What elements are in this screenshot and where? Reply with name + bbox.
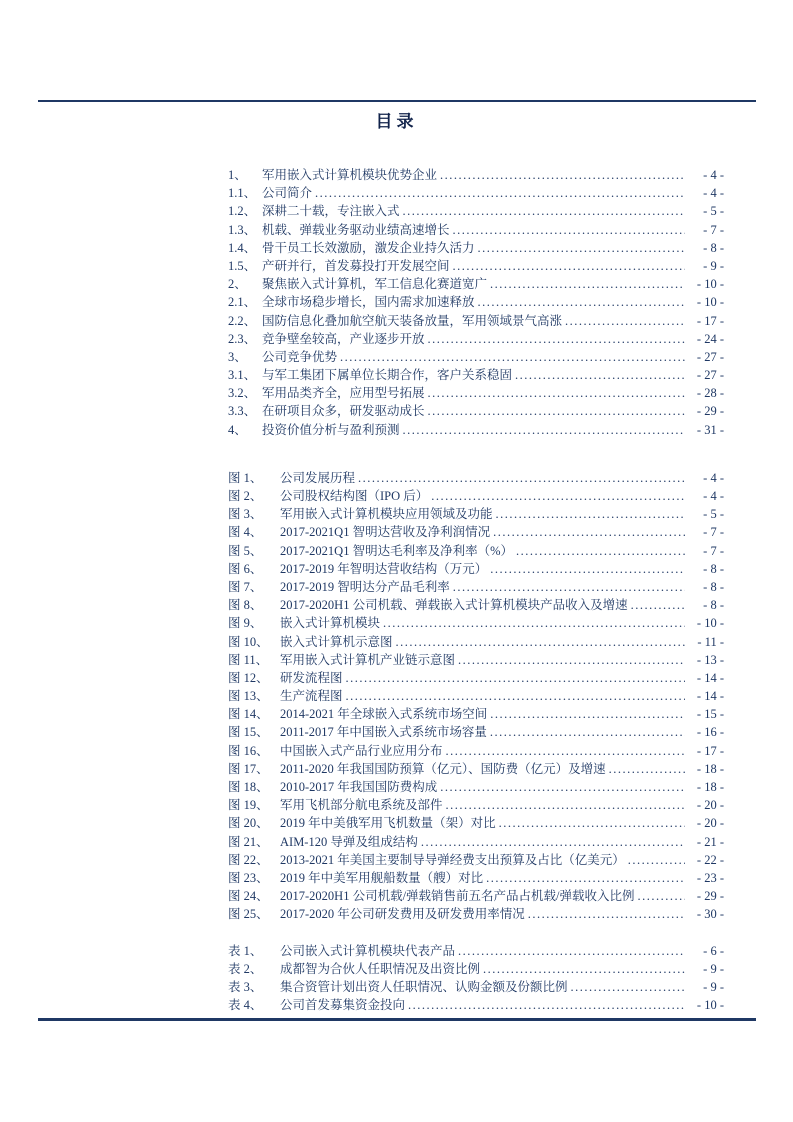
toc-entry-label: 国防信息化叠加航空航天装备放量，军用领域景气高涨	[262, 313, 563, 328]
toc-entry-number: 图 12、	[228, 670, 269, 685]
toc-entry-page: - 20 -	[696, 798, 724, 813]
toc-entry-page: - 5 -	[703, 204, 724, 219]
dot-leader	[631, 596, 685, 614]
toc-entry-label: 2017-2021Q1 智明达营收及净利润情况	[280, 525, 491, 540]
toc-entry-page: - 9 -	[703, 258, 724, 273]
toc-entry-page: - 5 -	[703, 507, 724, 522]
toc-entry-number: 1.1、	[228, 186, 257, 201]
toc-entry[interactable]	[228, 366, 724, 384]
toc-entry[interactable]	[228, 833, 724, 851]
toc-entry-page: - 17 -	[696, 743, 724, 758]
dot-leader	[490, 723, 685, 741]
toc-entry-number: 图 14、	[228, 707, 269, 722]
dot-leader	[431, 487, 685, 505]
toc-entry-number: 图 17、	[228, 761, 269, 776]
toc-entry-label: 2010-2017 年我国国防费构成	[280, 780, 438, 794]
toc-entry-label: 生产流程图	[280, 689, 343, 704]
dot-leader	[486, 869, 685, 887]
dot-leader	[440, 778, 685, 796]
dot-leader	[346, 669, 685, 687]
toc-entry-page: - 14 -	[696, 670, 724, 685]
dot-leader	[383, 614, 685, 632]
toc-entry-label: 骨干员工长效激励，激发企业持久活力	[262, 240, 475, 255]
toc-entry[interactable]	[228, 421, 724, 439]
dot-leader	[446, 796, 685, 814]
dot-leader	[499, 814, 685, 832]
toc-entry-page: - 18 -	[696, 761, 724, 776]
toc-entry[interactable]	[228, 742, 724, 760]
toc-entry-page: - 29 -	[696, 404, 724, 419]
dot-leader	[453, 257, 685, 275]
toc-entry-number: 3、	[228, 349, 247, 364]
toc-entry-label: 公司股权结构图（IPO 后）	[280, 489, 429, 503]
toc-entry-number: 2.3、	[228, 331, 257, 346]
toc-entry-number: 表 1、	[228, 943, 263, 958]
dot-leader	[340, 348, 685, 366]
toc-entry[interactable]	[228, 257, 724, 275]
toc-entry-label: 公司首发募集资金投向	[280, 998, 406, 1013]
toc-entry-page: - 27 -	[696, 349, 724, 364]
toc-entry-page: - 16 -	[696, 725, 724, 740]
toc-entry[interactable]	[228, 596, 724, 614]
toc-entry[interactable]	[228, 312, 724, 330]
toc-entry[interactable]	[228, 942, 724, 960]
toc-entry-page: - 7 -	[703, 525, 724, 540]
toc-entry[interactable]	[228, 905, 724, 923]
toc-entry-page: - 18 -	[696, 780, 724, 794]
toc-entry[interactable]	[228, 869, 724, 887]
toc-entry[interactable]	[228, 560, 724, 578]
toc-entry[interactable]	[228, 275, 724, 293]
toc-entry[interactable]	[228, 384, 724, 402]
toc-entry-number: 图 2、	[228, 489, 263, 503]
toc-entry-label: 聚焦嵌入式计算机，军工信息化赛道宽广	[262, 277, 488, 292]
dot-leader	[565, 312, 685, 330]
toc-entry-label: 产研并行，首发募投打开发展空间	[262, 258, 450, 273]
toc-entry[interactable]	[228, 487, 724, 505]
toc-entry-page: - 22 -	[696, 852, 724, 867]
toc-entry-label: 集合资管计划出资人任职情况、认购金额及份额比例	[280, 979, 568, 994]
dot-leader	[515, 366, 685, 384]
toc-entry-number: 表 3、	[228, 979, 263, 994]
toc-entry-number: 图 16、	[228, 743, 269, 758]
toc-entry-number: 4、	[228, 422, 247, 437]
toc-entry-number: 图 11、	[228, 652, 269, 667]
toc-entry-number: 图 5、	[228, 543, 263, 558]
toc-entry-page: - 8 -	[703, 579, 724, 594]
dot-leader	[421, 833, 685, 851]
toc-entry-number: 图 6、	[228, 561, 263, 576]
toc-entry[interactable]	[228, 760, 724, 778]
dot-leader	[490, 705, 685, 723]
toc-entry-number: 图 21、	[228, 834, 269, 849]
toc-entry[interactable]	[228, 651, 724, 669]
toc-entry-page: - 4 -	[703, 168, 724, 182]
dot-leader	[458, 651, 685, 669]
toc-entry-number: 2.1、	[228, 295, 257, 310]
toc-entry[interactable]	[228, 778, 724, 796]
toc-entry-number: 图 7、	[228, 579, 263, 594]
toc-entry-page: - 4 -	[703, 470, 724, 485]
toc-entry-number: 2.2、	[228, 313, 257, 328]
toc-entry-page: - 9 -	[703, 979, 724, 994]
toc-entry[interactable]	[228, 814, 724, 832]
table-of-contents	[228, 166, 724, 1014]
toc-entry-number: 图 18、	[228, 780, 269, 794]
toc-entry-page: - 7 -	[703, 543, 724, 558]
dot-leader	[493, 523, 685, 541]
toc-entry-label: 2017-2020 年公司研发费用及研发费用率情况	[280, 907, 525, 922]
toc-entry-number: 3.1、	[228, 368, 257, 383]
dot-leader	[490, 560, 685, 578]
toc-entry-page: - 8 -	[703, 598, 724, 613]
dot-leader	[403, 202, 685, 220]
toc-figure-list	[228, 469, 724, 924]
toc-entry-label: 军用飞机部分航电系统及部件	[280, 798, 443, 813]
toc-entry-label: 2019 年中美俄军用飞机数量（架）对比	[280, 816, 496, 831]
toc-entry-label: 2013-2021 年美国主要制导导弹经费支出预算及占比（亿美元）	[280, 852, 625, 867]
toc-entry-page: - 27 -	[696, 368, 724, 383]
toc-entry-page: - 17 -	[696, 313, 724, 328]
toc-entry-page: - 8 -	[703, 240, 724, 255]
toc-entry-page: - 6 -	[703, 943, 724, 958]
dot-leader	[483, 960, 685, 978]
dot-leader	[490, 275, 685, 293]
toc-entry-label: 公司竞争优势	[262, 349, 338, 364]
toc-entry[interactable]	[228, 239, 724, 257]
toc-entry[interactable]	[228, 723, 724, 741]
toc-entry-number: 1.5、	[228, 258, 257, 273]
toc-entry-label: 军用嵌入式计算机模块优势企业	[262, 168, 438, 182]
toc-entry-number: 图 24、	[228, 889, 269, 904]
toc-entry-page: - 7 -	[703, 222, 724, 237]
dot-leader	[396, 633, 685, 651]
toc-entry-number: 图 15、	[228, 725, 269, 740]
toc-entry-number: 3.3、	[228, 404, 257, 419]
dot-leader	[428, 384, 685, 402]
toc-entry-number: 图 8、	[228, 598, 263, 613]
toc-entry-label: 成都智为合伙人任职情况及出资比例	[280, 961, 481, 976]
toc-entry[interactable]	[228, 669, 724, 687]
toc-entry-label: 公司嵌入式计算机模块代表产品	[280, 943, 456, 958]
dot-leader	[458, 942, 685, 960]
toc-entry[interactable]	[228, 166, 724, 184]
toc-entry-page: - 10 -	[696, 998, 724, 1013]
toc-entry[interactable]	[228, 978, 724, 996]
toc-entry-label: 深耕二十载，专注嵌入式	[262, 204, 400, 219]
toc-entry[interactable]	[228, 996, 724, 1014]
toc-table-list	[228, 942, 724, 1015]
toc-entry[interactable]	[228, 330, 724, 348]
toc-entry[interactable]	[228, 578, 724, 596]
toc-entry[interactable]	[228, 851, 724, 869]
toc-entry[interactable]	[228, 887, 724, 905]
dot-leader	[478, 293, 685, 311]
dot-leader	[428, 330, 685, 348]
dot-leader	[358, 469, 685, 487]
page-title: 目录	[375, 112, 418, 131]
toc-entry-page: - 28 -	[696, 386, 724, 401]
toc-entry-label: 2017-2019 智明达分产品毛利率	[280, 579, 450, 594]
toc-entry-label: 2017-2021Q1 智明达毛利率及净利率（%）	[280, 543, 513, 558]
dot-leader	[638, 887, 685, 905]
toc-entry[interactable]	[228, 505, 724, 523]
toc-entry-number: 1.4、	[228, 240, 257, 255]
toc-entry-number: 图 3、	[228, 507, 263, 522]
toc-entry[interactable]	[228, 960, 724, 978]
toc-entry-page: - 13 -	[696, 652, 724, 667]
toc-entry[interactable]	[228, 523, 724, 541]
toc-entry-label: 中国嵌入式产品行业应用分布	[280, 743, 443, 758]
toc-entry-number: 图 9、	[228, 616, 263, 631]
toc-entry-page: - 9 -	[703, 961, 724, 976]
toc-entry-number: 1.2、	[228, 204, 257, 219]
toc-entry[interactable]	[228, 542, 724, 560]
toc-entry-label: 2017-2019 年智明达营收结构（万元）	[280, 561, 488, 576]
toc-entry-number: 图 23、	[228, 870, 269, 885]
toc-entry-label: 2011-2020 年我国国防预算（亿元）、国防费（亿元）及增速	[280, 761, 606, 776]
toc-entry-label: 机载、弹载业务驱动业绩高速增长	[262, 222, 450, 237]
dot-leader	[628, 851, 685, 869]
toc-entry[interactable]	[228, 796, 724, 814]
dot-leader	[315, 184, 685, 202]
toc-entry[interactable]	[228, 633, 724, 651]
toc-entry-label: 嵌入式计算机示意图	[280, 634, 393, 649]
toc-entry-page: - 21 -	[696, 834, 724, 849]
dot-leader	[446, 742, 685, 760]
dot-leader	[346, 687, 685, 705]
toc-entry-number: 图 22、	[228, 852, 269, 867]
toc-entry-label: 军用品类齐全，应用型号拓展	[262, 386, 425, 401]
toc-entry-page: - 11 -	[697, 634, 724, 649]
toc-entry-label: 2017-2020H1 公司机载/弹载销售前五名产品占机载/弹载收入比例	[280, 889, 635, 904]
dot-leader	[403, 421, 685, 439]
toc-entry[interactable]	[228, 293, 724, 311]
toc-entry-number: 图 25、	[228, 907, 269, 922]
dot-leader	[453, 578, 685, 596]
toc-entry-page: - 20 -	[696, 816, 724, 831]
toc-chapter-list	[228, 166, 724, 439]
toc-entry[interactable]	[228, 687, 724, 705]
dot-leader	[428, 402, 685, 420]
dot-leader	[528, 905, 685, 923]
toc-entry-label: 竞争壁垒较高，产业逐步开放	[262, 331, 425, 346]
toc-entry-label: AIM-120 导弹及组成结构	[280, 834, 418, 849]
toc-entry-label: 嵌入式计算机模块	[280, 616, 381, 631]
dot-leader	[440, 166, 685, 184]
toc-entry-page: - 4 -	[703, 489, 724, 503]
toc-entry[interactable]	[228, 614, 724, 632]
toc-entry-page: - 4 -	[703, 186, 724, 201]
toc-entry[interactable]	[228, 221, 724, 239]
toc-entry-label: 2011-2017 年中国嵌入式系统市场容量	[280, 725, 487, 740]
toc-entry-page: - 8 -	[703, 561, 724, 576]
toc-entry-number: 表 4、	[228, 998, 263, 1013]
toc-entry-page: - 29 -	[696, 889, 724, 904]
dot-leader	[516, 542, 685, 560]
toc-entry-number: 图 4、	[228, 525, 263, 540]
toc-entry-label: 全球市场稳步增长，国内需求加速释放	[262, 295, 475, 310]
toc-entry-label: 2014-2021 年全球嵌入式系统市场空间	[280, 707, 488, 722]
toc-entry-number: 3.2、	[228, 386, 257, 401]
toc-entry-label: 与军工集团下属单位长期合作，客户关系稳固	[262, 368, 513, 383]
dot-leader	[571, 978, 685, 996]
top-divider	[38, 100, 756, 102]
toc-entry-number: 1、	[228, 168, 247, 182]
toc-entry-page: - 23 -	[696, 870, 724, 885]
toc-entry-number: 图 1、	[228, 470, 263, 485]
toc-entry-number: 2、	[228, 277, 247, 292]
toc-entry[interactable]	[228, 705, 724, 723]
toc-entry-page: - 30 -	[696, 907, 724, 922]
toc-entry-label: 2017-2020H1 公司机载、弹载嵌入式计算机模块产品收入及增速	[280, 598, 628, 613]
toc-entry[interactable]	[228, 184, 724, 202]
dot-leader	[496, 505, 685, 523]
toc-entry-label: 投资价值分析与盈利预测	[262, 422, 400, 437]
dot-leader	[453, 221, 685, 239]
toc-entry-label: 在研项目众多，研发驱动成长	[262, 404, 425, 419]
toc-entry-label: 军用嵌入式计算机产业链示意图	[280, 652, 456, 667]
toc-entry-page: - 31 -	[696, 422, 724, 437]
dot-leader	[609, 760, 685, 778]
toc-entry-number: 1.3、	[228, 222, 257, 237]
toc-entry-page: - 15 -	[696, 707, 724, 722]
bottom-divider	[38, 1018, 756, 1021]
toc-entry-page: - 24 -	[696, 331, 724, 346]
dot-leader	[478, 239, 685, 257]
toc-entry-label: 2019 年中美军用舰船数量（艘）对比	[280, 870, 484, 885]
toc-entry-page: - 10 -	[696, 277, 724, 292]
toc-entry-label: 公司简介	[262, 186, 313, 201]
toc-entry[interactable]	[228, 402, 724, 420]
toc-entry-number: 图 20、	[228, 816, 269, 831]
toc-entry-number: 图 19、	[228, 798, 269, 813]
toc-entry[interactable]	[228, 469, 724, 487]
toc-entry-number: 图 13、	[228, 689, 269, 704]
toc-entry-number: 表 2、	[228, 961, 263, 976]
toc-entry[interactable]	[228, 202, 724, 220]
toc-entry[interactable]	[228, 348, 724, 366]
toc-entry-label: 研发流程图	[280, 670, 343, 685]
toc-entry-number: 图 10、	[228, 634, 269, 649]
toc-entry-page: - 10 -	[696, 616, 724, 631]
toc-entry-page: - 10 -	[696, 295, 724, 310]
toc-entry-label: 军用嵌入式计算机模块应用领域及功能	[280, 507, 493, 522]
toc-entry-page: - 14 -	[696, 689, 724, 704]
dot-leader	[408, 996, 685, 1014]
toc-entry-label: 公司发展历程	[280, 470, 356, 485]
